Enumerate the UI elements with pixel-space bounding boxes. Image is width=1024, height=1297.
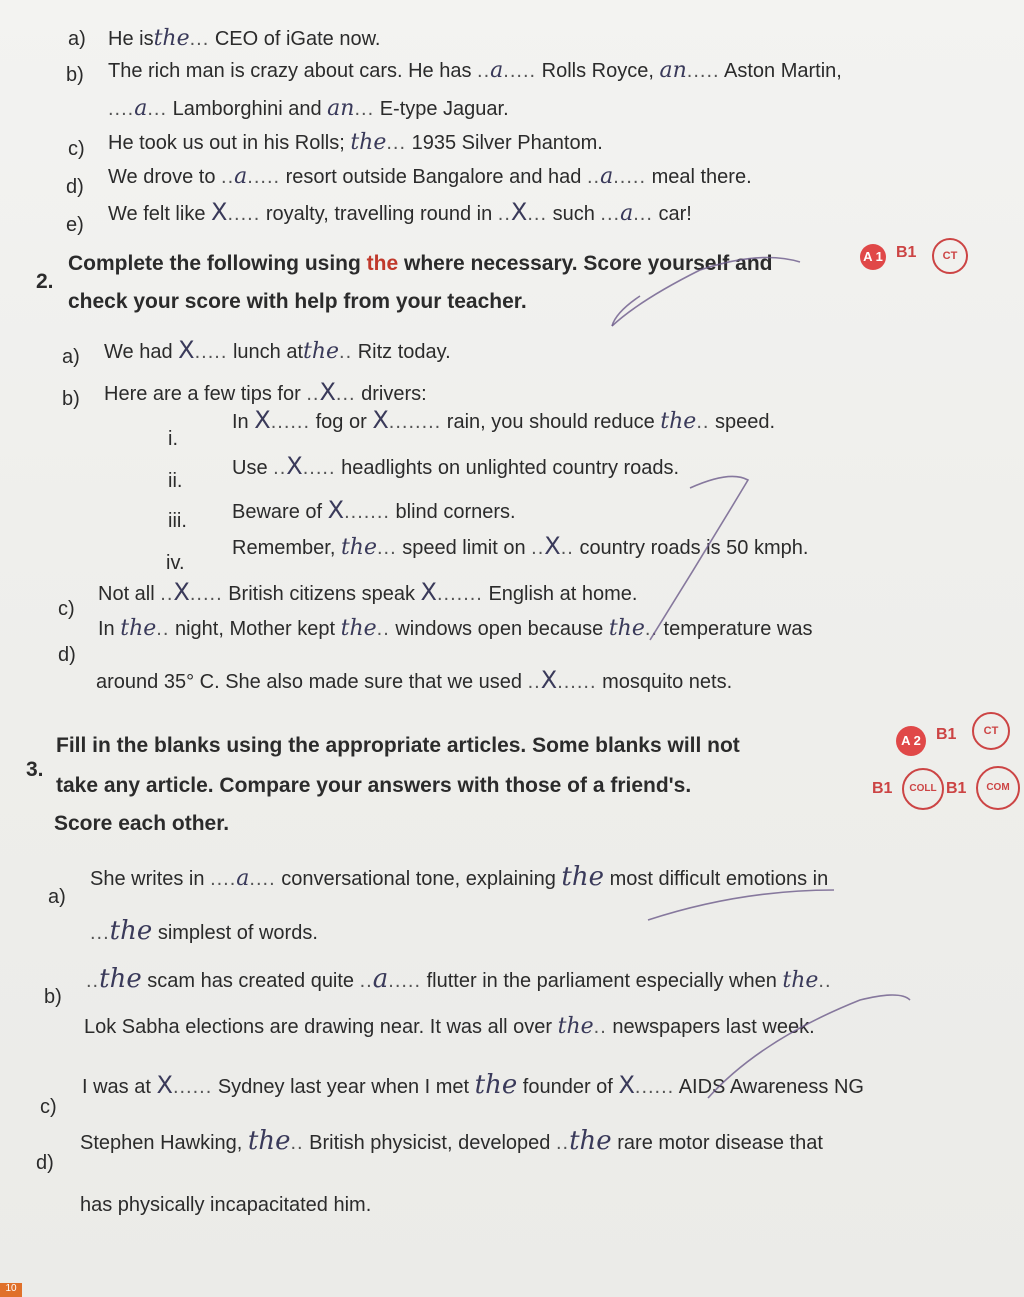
text: most difficult emotions in	[609, 868, 829, 890]
blank-dots: ...	[386, 132, 407, 154]
ct-badge: CT	[932, 238, 968, 274]
blank-dots: ......	[172, 1076, 213, 1098]
text: mosquito nets.	[602, 671, 733, 693]
blank-dots: ...	[189, 28, 210, 50]
ex1-item-e	[108, 198, 692, 226]
handwritten-answer: a	[372, 964, 389, 994]
handwritten-cross: X	[156, 1071, 173, 1099]
blank-dots: ...	[335, 383, 356, 405]
text: British physicist, developed	[309, 1132, 551, 1154]
item-e-label: e)	[66, 214, 84, 236]
text: conversational tone, explaining	[281, 868, 556, 890]
subitem-i-label: i.	[168, 428, 178, 450]
text: Lamborghini and	[172, 98, 322, 120]
ex3-instruction-line1: Fill in the blanks using the appropriate articles. Some blanks will not	[56, 734, 740, 757]
blank-dots: .....	[227, 203, 261, 225]
blank-dots: .....	[189, 583, 223, 605]
question-number: 2.	[36, 270, 54, 293]
text: I was at	[82, 1076, 151, 1098]
subitem-iii-label: iii.	[168, 510, 187, 532]
ex3-item-a-line2	[90, 916, 318, 946]
b1-badge: B1	[872, 780, 893, 797]
handwritten-answer: the	[569, 1126, 612, 1156]
text: rain, you should reduce	[446, 411, 655, 433]
handwritten-answer: an	[327, 96, 355, 121]
item-b-label: b)	[66, 64, 84, 86]
handwritten-cross: X	[178, 336, 195, 364]
text: English at home.	[488, 583, 638, 605]
handwritten-answer: the	[109, 916, 153, 946]
blank-dots: ..	[273, 457, 287, 479]
handwritten-answer: the	[303, 339, 340, 364]
text: We felt like	[108, 203, 206, 225]
handwritten-cross: X	[173, 578, 190, 606]
blank-dots: ..	[560, 537, 574, 559]
blank-dots: .....	[388, 970, 422, 992]
text: such	[552, 203, 595, 225]
blank-dots: ......	[270, 411, 311, 433]
text: newspapers last week.	[612, 1016, 815, 1038]
text: where necessary. Score yourself and	[404, 252, 773, 275]
text: founder of	[522, 1076, 613, 1098]
b1-badge: B1	[936, 726, 957, 743]
blank-dots: .....	[613, 166, 647, 188]
a2-badge: A 2	[896, 726, 926, 756]
text: Sydney last year when I met	[217, 1076, 470, 1098]
handwritten-answer: an	[659, 58, 687, 83]
ex3-instruction-line3: Score each other.	[54, 812, 230, 835]
blank-dots: ..	[531, 537, 545, 559]
text: temperature was	[663, 618, 813, 640]
blank-dots: ..	[156, 618, 170, 640]
blank-dots: ..	[290, 1132, 304, 1154]
blank-dots: .....	[247, 166, 281, 188]
item-d-label: d)	[66, 176, 84, 198]
text: drivers:	[361, 383, 427, 405]
ex2-item-b	[104, 378, 427, 406]
blank-dots: ...	[376, 537, 397, 559]
coll-badge: COLL	[902, 768, 944, 810]
blank-dots: ..	[160, 583, 174, 605]
blank-dots: ........	[388, 411, 442, 433]
text: simplest of words.	[157, 922, 318, 944]
handwritten-cross: X	[420, 578, 437, 606]
text: night, Mother kept	[174, 618, 336, 640]
text: CEO of iGate now.	[214, 28, 381, 50]
handwritten-answer: a	[490, 58, 504, 83]
ex3-item-b-line2	[84, 1014, 815, 1039]
blank-dots: .......	[436, 583, 483, 605]
item-a-label: a)	[48, 886, 66, 908]
handwritten-answer: the	[557, 1014, 594, 1039]
text: Lok Sabha elections are drawing near. It was all over	[84, 1016, 553, 1038]
text-highlight: the	[366, 252, 399, 275]
text: lunch at	[232, 341, 304, 363]
ex2-subitem-i	[232, 406, 775, 434]
ex2-instruction-line1	[68, 252, 772, 276]
ex1-item-a	[108, 26, 380, 51]
text: country roads is 50 kmph.	[579, 537, 809, 559]
blank-dots: ..	[555, 1132, 570, 1154]
text: In	[232, 411, 249, 433]
ex2-item-a	[104, 336, 451, 364]
item-a-label: a)	[62, 346, 80, 368]
handwritten-cross: X	[286, 452, 303, 480]
blank-dots: .......	[344, 501, 390, 523]
blank-dots: ...	[147, 98, 168, 120]
handwritten-answer: the	[340, 616, 377, 641]
ex1-item-b-line1	[108, 58, 842, 83]
tick-mark	[612, 296, 640, 326]
handwritten-answer: the	[120, 616, 157, 641]
text: fog or	[315, 411, 367, 433]
handwritten-cross: X	[618, 1071, 635, 1099]
text: Remember,	[232, 537, 336, 559]
ex2-subitem-iv	[232, 532, 808, 560]
blank-dots: ....	[249, 868, 276, 890]
text: Aston Martin,	[724, 60, 842, 82]
text: blind corners.	[395, 501, 516, 523]
tick-mark	[648, 890, 834, 920]
blank-dots: ..	[527, 671, 541, 693]
handwritten-cross: X	[319, 378, 336, 406]
item-b-label: b)	[62, 388, 80, 410]
item-c-label: c)	[58, 598, 75, 620]
text: He is	[108, 28, 154, 50]
handwritten-answer: the	[153, 26, 190, 51]
question-number: 3.	[26, 758, 44, 781]
page-number-corner: 10	[0, 1283, 22, 1297]
text: meal there.	[651, 166, 752, 188]
blank-dots: ....	[210, 868, 237, 890]
handwritten-answer: a	[600, 164, 614, 189]
ex2-subitem-iii	[232, 496, 516, 524]
text: He took us out in his Rolls;	[108, 132, 345, 154]
text: E-type Jaguar.	[379, 98, 509, 120]
handwritten-answer: the	[340, 535, 377, 560]
handwritten-cross: X	[327, 496, 345, 524]
handwritten-answer: the	[561, 862, 605, 892]
subitem-iv-label: iv.	[166, 552, 185, 574]
blank-dots: ..	[644, 618, 658, 640]
item-a-label: a)	[68, 28, 86, 50]
handwritten-answer: the	[99, 964, 142, 994]
text: flutter in the parliament especially when	[426, 970, 777, 992]
text: We drove to	[108, 166, 216, 188]
text: Not all	[98, 583, 155, 605]
item-c-label: c)	[68, 138, 85, 160]
ex2-subitem-ii	[232, 452, 679, 480]
blank-dots: ..	[376, 618, 390, 640]
text: Stephen Hawking,	[80, 1132, 243, 1154]
item-c-label: c)	[40, 1096, 57, 1118]
text: Here are a few tips for	[104, 383, 301, 405]
com-badge: COM	[976, 766, 1020, 810]
text: The rich man is crazy about cars. He has	[108, 60, 472, 82]
blank-dots: ..	[339, 341, 353, 363]
ex2-item-c	[98, 578, 637, 606]
blank-dots: ..	[593, 1016, 607, 1038]
blank-dots: ......	[634, 1076, 675, 1098]
ex3-item-c	[82, 1070, 864, 1100]
text: Ritz today.	[357, 341, 451, 363]
text: Beware of	[232, 501, 323, 523]
blank-dots: ..	[221, 166, 235, 188]
ex1-item-d	[108, 164, 752, 189]
b1-badge: B1	[896, 244, 917, 261]
item-d-label: d)	[58, 644, 76, 666]
handwritten-answer: a	[134, 96, 148, 121]
blank-dots: ...	[90, 922, 110, 944]
blank-dots: ..	[86, 970, 100, 992]
blank-dots: .....	[194, 341, 228, 363]
handwritten-answer: a	[236, 866, 250, 891]
handwritten-cross: X	[540, 666, 558, 694]
text: speed.	[715, 411, 776, 433]
text: windows open because	[395, 618, 604, 640]
handwritten-answer: the	[782, 968, 819, 993]
text: Use	[232, 457, 268, 479]
handwritten-cross: X	[510, 198, 528, 226]
text: 1935 Silver Phantom.	[411, 132, 603, 154]
blank-dots: ......	[557, 671, 597, 693]
text: headlights on unlighted country roads.	[341, 457, 680, 479]
handwritten-answer: the	[247, 1126, 291, 1156]
text: She writes in	[90, 868, 205, 890]
ex3-item-b-line1	[86, 964, 832, 994]
ct-badge: CT	[972, 712, 1010, 750]
item-d-label: d)	[36, 1152, 54, 1174]
handwritten-answer: a	[234, 164, 248, 189]
blank-dots: ..	[586, 166, 601, 188]
ex3-item-d-line1	[80, 1126, 823, 1156]
ex2-item-d-line1	[98, 616, 813, 641]
blank-dots: ...	[600, 203, 621, 225]
text: In	[98, 618, 115, 640]
handwritten-cross: X	[211, 198, 228, 226]
text: Complete the following using	[68, 252, 361, 275]
handwritten-cross: X	[544, 532, 561, 560]
handwritten-answer: the	[474, 1070, 518, 1100]
blank-dots: ..	[306, 383, 320, 405]
handwritten-answer: a	[620, 201, 634, 226]
text: British citizens speak	[228, 583, 415, 605]
text: We had	[104, 341, 173, 363]
ex1-item-b-line2	[108, 96, 509, 121]
blank-dots: ..	[497, 203, 511, 225]
text: AIDS Awareness NG	[678, 1076, 864, 1098]
ex2-instruction-line2: check your score with help from your teacher.	[68, 290, 527, 313]
handwritten-cross: X	[372, 406, 389, 434]
ex2-item-d-line2	[96, 666, 732, 694]
blank-dots: ....	[108, 98, 135, 120]
blank-dots: ..	[359, 970, 373, 992]
text: around 35° C. She also made sure that we used	[96, 671, 523, 693]
ex3-item-d-line2: has physically incapacitated him.	[80, 1194, 372, 1216]
blank-dots: .....	[302, 457, 336, 479]
handwritten-answer: the	[350, 130, 387, 155]
text: resort outside Bangalore and had	[285, 166, 582, 188]
ex3-instruction-line2: take any article. Compare your answers with those of a friend's.	[56, 774, 692, 797]
a1-badge: A 1	[860, 244, 886, 270]
blank-dots: .....	[686, 60, 720, 82]
text: Rolls Royce,	[541, 60, 654, 82]
handwritten-cross: X	[254, 406, 271, 434]
ex3-item-a-line1	[90, 862, 828, 892]
blank-dots: .....	[503, 60, 537, 82]
blank-dots: ..	[696, 411, 710, 433]
text: speed limit on	[402, 537, 526, 559]
ex1-item-c	[108, 130, 603, 155]
blank-dots: ...	[527, 203, 548, 225]
subitem-ii-label: ii.	[168, 470, 183, 492]
blank-dots: ..	[818, 970, 832, 992]
blank-dots: ...	[354, 98, 375, 120]
text: scam has created quite	[147, 970, 355, 992]
text: car!	[658, 203, 692, 225]
handwritten-answer: the	[608, 616, 645, 641]
b1-badge: B1	[946, 780, 967, 797]
handwritten-answer: the	[660, 409, 697, 434]
blank-dots: ...	[633, 203, 653, 225]
text: rare motor disease that	[617, 1132, 823, 1154]
item-b-label: b)	[44, 986, 62, 1008]
blank-dots: ..	[477, 60, 491, 82]
text: royalty, travelling round in	[265, 203, 493, 225]
